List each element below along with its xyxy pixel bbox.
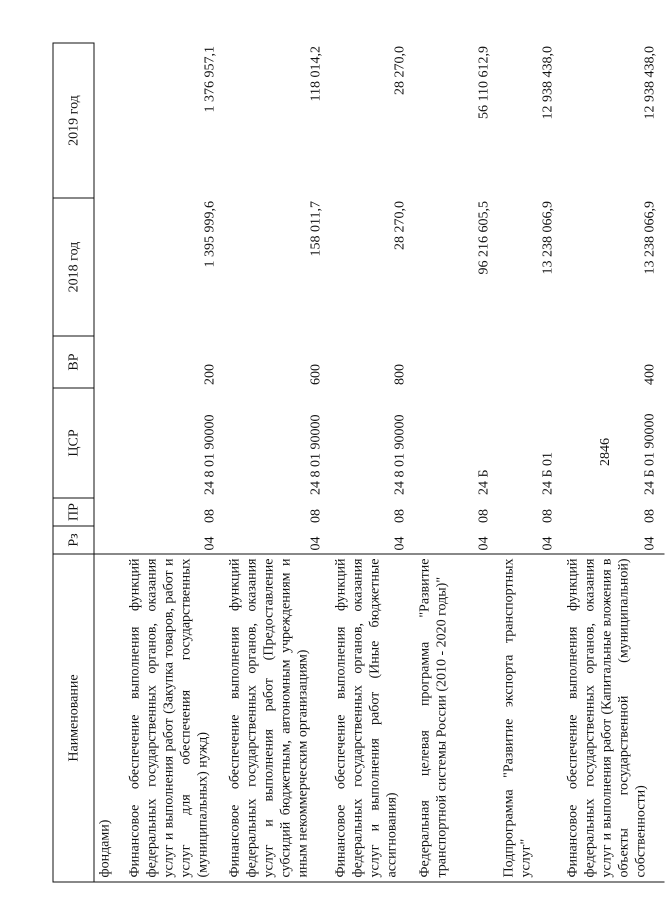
- row-pr: 08: [642, 509, 658, 523]
- row-2019: 12 938 438,0: [642, 46, 658, 120]
- table-row: [331, 43, 415, 882]
- row-2018: 1 395 999,6: [202, 201, 218, 268]
- row-csr: 24 8 01 90000: [202, 414, 218, 495]
- table-header: [53, 43, 94, 882]
- row-2019: 118 014,2: [308, 46, 324, 102]
- row-rz: 04: [308, 536, 324, 551]
- row-pr: 08: [392, 509, 408, 523]
- row-pr: 08: [308, 509, 324, 523]
- row-name: Финансовое обеспечение выполнения функций федеральных государственных органов, оказания услуг и выполнения работ (Капитальные вложения в объекты государственной (муниципальной) собственности): [563, 554, 665, 882]
- table-row: [94, 43, 125, 882]
- header-vr: ВР: [53, 336, 94, 388]
- row-2019: 28 270,0: [392, 46, 408, 95]
- row-rz: 04: [476, 536, 492, 551]
- page-number: 2846: [598, 438, 613, 466]
- row-pr: [94, 498, 125, 526]
- table-body: [94, 43, 665, 882]
- row-2018: [94, 198, 125, 336]
- row-csr: 24 Б: [476, 469, 492, 495]
- row-csr: 24 Б 01 90000: [642, 413, 658, 495]
- row-pr: 08: [202, 509, 218, 523]
- row-vr: [499, 336, 563, 388]
- row-name: фондами): [94, 554, 125, 882]
- row-vr: 800: [392, 364, 408, 385]
- header-rz: Рз: [53, 526, 94, 554]
- row-vr: 600: [308, 364, 324, 385]
- row-pr: 08: [476, 509, 492, 523]
- row-name: Подпрограмма "Развитие экспорта транспортных услуг": [499, 554, 563, 882]
- budget-table: [53, 43, 665, 883]
- header-2018: 2018 год: [53, 198, 94, 336]
- row-2019: 12 938 438,0: [540, 46, 556, 120]
- row-2018: 96 216 605,5: [476, 201, 492, 275]
- row-2019: 1 376 957,1: [202, 46, 218, 113]
- row-vr: [415, 336, 499, 388]
- row-2018: 28 270,0: [392, 201, 408, 250]
- row-vr: [94, 336, 125, 388]
- row-2019: 56 110 612,9: [476, 46, 492, 119]
- row-name: Финансовое обеспечение выполнения функций федеральных государственных органов, оказания услуг и выполнения работ (Предоставление субсидий бюджетным, автономным учреждениям и иным некоммерческим организациям): [225, 554, 331, 882]
- table-row: [415, 43, 499, 882]
- row-csr: [94, 388, 125, 498]
- header-pr: ПР: [53, 498, 94, 526]
- table-row: [125, 43, 225, 882]
- table-row: [563, 43, 665, 882]
- row-pr: 08: [540, 509, 556, 523]
- row-2018: 13 238 066,9: [540, 201, 556, 275]
- table-row: [225, 43, 331, 882]
- row-rz: 04: [202, 536, 218, 551]
- header-name: Наименование: [53, 554, 94, 882]
- row-2018: 158 011,7: [308, 201, 324, 257]
- row-name: Федеральная целевая программа "Развитие транспортной системы России (2010 - 2020 годы)": [415, 554, 499, 882]
- row-vr: 400: [642, 364, 658, 385]
- row-name: Финансовое обеспечение выполнения функций федеральных государственных органов, оказания услуг и выполнения работ (Закупка товаров, работ и услуг для обеспечения государственных (муниципальных) нужд): [125, 554, 225, 882]
- row-csr: 24 8 01 90000: [392, 414, 408, 495]
- row-2019: [94, 43, 125, 198]
- row-rz: 04: [642, 536, 658, 551]
- row-csr: 24 Б 01: [540, 451, 556, 495]
- header-2019: 2019 год: [53, 43, 94, 198]
- row-rz: 04: [540, 536, 556, 551]
- row-name: Финансовое обеспечение выполнения функций федеральных государственных органов, оказания услуг и выполнения работ (Иные бюджетные ассигнования): [331, 554, 415, 882]
- row-rz: [94, 526, 125, 554]
- row-csr: 24 8 01 90000: [308, 414, 324, 495]
- row-rz: 04: [392, 536, 408, 551]
- header-csr: ЦСР: [53, 388, 94, 498]
- row-2018: 13 238 066,9: [642, 201, 658, 275]
- table-row: [499, 43, 563, 882]
- row-vr: 200: [202, 364, 218, 385]
